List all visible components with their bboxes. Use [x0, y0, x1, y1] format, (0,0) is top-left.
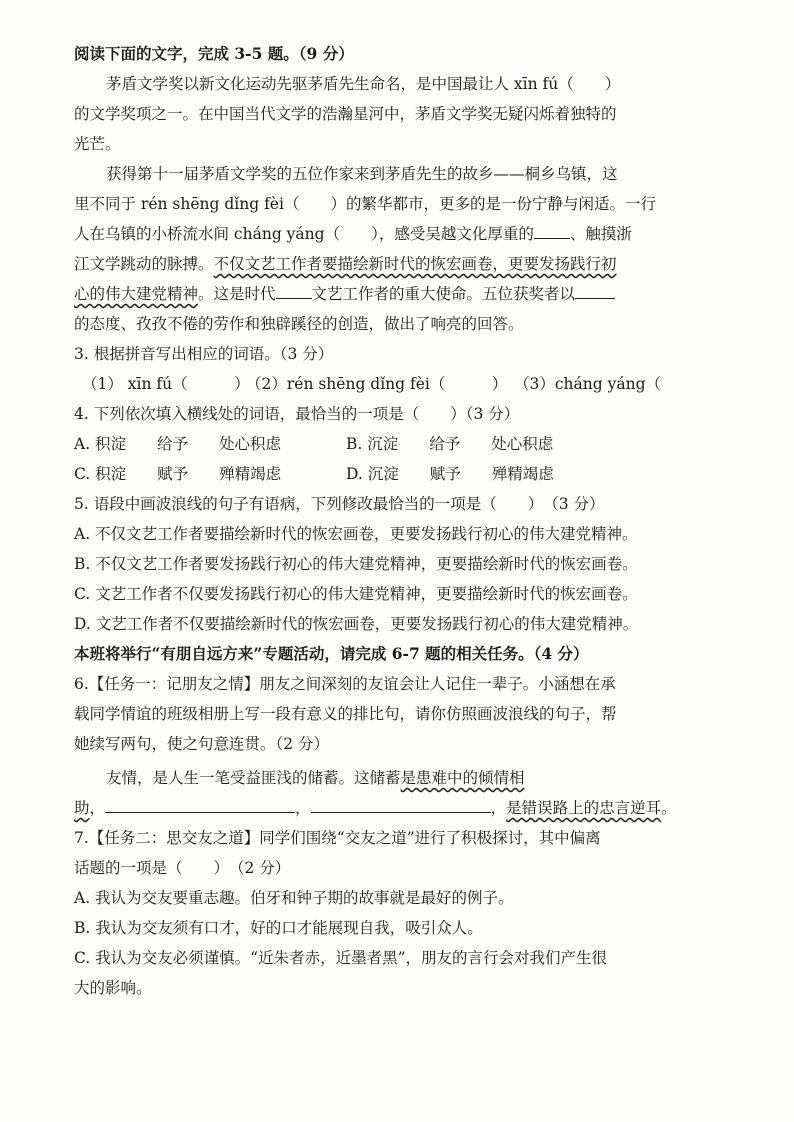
question-6-example-line	[106, 768, 525, 788]
question-4-option-d[interactable]: D. 沉淀 赋予 殚精竭虑	[346, 465, 554, 483]
question-5-option-c[interactable]: C. 文艺工作者不仅要发扬践行初心的伟大建党精神，更要描绘新时代的恢宏画卷。	[74, 585, 638, 603]
question-4-stem: 4. 下列依次填入横线处的词语，最恰当的一项是（ ）（3 分）	[74, 405, 520, 423]
section2-header: 本班将举行“有朋自远方来”专题活动，请完成 6-7 题的相关任务。（4 分）	[74, 644, 589, 663]
fill-blank[interactable]	[276, 284, 312, 299]
passage-text: 。这是时代	[198, 285, 276, 303]
answer-blank-2[interactable]	[311, 798, 491, 813]
question-3-item-2[interactable]: （2）rén shēng dǐng fèi（ ）	[246, 375, 508, 393]
wavy-sentence: 是患难中的倾情相	[400, 769, 525, 787]
wavy-sentence: 心的伟大建党精神	[74, 285, 199, 303]
answer-blank-1[interactable]	[105, 798, 295, 813]
question-3-item-3[interactable]: （3）cháng yáng（	[514, 375, 662, 393]
question-6-text: 载同学情谊的班级相册上写一段有意义的排比句，请你仿照画波浪线的句子，帮	[74, 705, 617, 723]
passage-text: 、触摸浙	[569, 225, 632, 243]
comma: ，	[295, 799, 311, 817]
question-7-option-c-continued[interactable]: 大的影响。	[74, 979, 152, 997]
comma: ，	[490, 799, 507, 817]
fill-blank[interactable]	[534, 224, 570, 239]
passage-line	[74, 254, 617, 274]
question-7-option-c[interactable]: C. 我认为交友必须谨慎。“近朱者赤，近墨者黑”，朋友的言行会对我们产生很	[74, 949, 608, 967]
question-5-option-a[interactable]: A. 不仅文艺工作者要描绘新时代的恢宏画卷，更要发扬践行初心的伟大建党精神。	[74, 525, 638, 543]
passage-line	[74, 284, 615, 304]
passage-line: 获得第十一届茅盾文学奖的五位作家来到茅盾先生的故乡——桐乡乌镇，这	[106, 165, 618, 183]
question-7-text: 话题的一项是（ ） （2 分）	[74, 859, 291, 877]
question-6-text: 6.【任务一：记朋友之情】朋友之间深刻的友谊会让人记住一辈子。小涵想在承	[74, 675, 616, 693]
passage-line: 的文学奖项之一。在中国当代文学的浩瀚星河中，茅盾文学奖无疑闪烁着独特的	[74, 105, 617, 123]
example-text: 友情，是人生一笔受益匪浅的储蓄。这储蓄	[106, 769, 401, 787]
passage-line: 里不同于 rén shēng dǐng fèi（ ）的繁华都市，更多的是一份宁静与闲适。一行	[74, 195, 656, 213]
question-5-option-b[interactable]: B. 不仅文艺工作者要发扬践行初心的伟大建党精神，更要描绘新时代的恢宏画卷。	[74, 555, 638, 573]
question-6-answer-line	[74, 798, 677, 818]
period: 。	[661, 799, 677, 817]
question-4-option-a[interactable]: A. 积淀 给予 处心积虑	[74, 435, 282, 453]
passage-line: 光芒。	[74, 135, 121, 153]
question-3-stem: 3. 根据拼音写出相应的词语。（3 分）	[74, 345, 334, 363]
comma: ，	[89, 799, 106, 817]
passage-text: 文艺工作者的重大使命。五位获奖者以	[311, 285, 576, 303]
wavy-sentence: 是错误路上的忠言逆耳	[506, 799, 662, 817]
passage-line	[74, 224, 632, 244]
question-7-option-a[interactable]: A. 我认为交友要重志趣。伯牙和钟子期的故事就是最好的例子。	[74, 889, 514, 907]
question-5-option-d[interactable]: D. 文艺工作者不仅要描绘新时代的恢宏画卷，更要发扬践行初心的伟大建党精神。	[74, 615, 639, 633]
passage-text: 江文学跳动的脉搏。	[74, 255, 214, 273]
question-7-text: 7.【任务二：思交友之道】同学们围绕“交友之道”进行了积极探讨，其中偏离	[74, 829, 601, 847]
question-5-stem: 5. 语段中画波浪线的句子有语病，下列修改最恰当的一项是（ ） （3 分）	[74, 495, 605, 513]
passage-line: 茅盾文学奖以新文化运动先驱茅盾先生命名，是中国最让人 xīn fú（ ）	[106, 75, 621, 93]
question-7-option-b[interactable]: B. 我认为交友须有口才，好的口才能展现自我，吸引众人。	[74, 919, 483, 937]
question-6-text: 她续写两句，使之句意连贯。（2 分）	[74, 735, 330, 753]
wavy-sentence: 不仅文艺工作者要描绘新时代的恢宏画卷，更要发扬践行初	[213, 255, 617, 273]
wavy-sentence: 助	[74, 799, 90, 817]
section1-header: 阅读下面的文字，完成 3-5 题。（9 分）	[74, 44, 354, 63]
passage-line: 的态度、孜孜不倦的劳作和独辟蹊径的创造，做出了响亮的回答。	[74, 315, 524, 333]
question-3-item-1[interactable]: （1） xīn fú（ ）	[82, 375, 250, 393]
question-4-option-c[interactable]: C. 积淀 赋予 殚精竭虑	[74, 465, 282, 483]
fill-blank[interactable]	[575, 284, 615, 299]
question-4-option-b[interactable]: B. 沉淀 给予 处心积虑	[346, 435, 554, 453]
passage-text: 人在乌镇的小桥流水间 cháng yáng（ ），感受吴越文化厚重的	[74, 225, 534, 243]
